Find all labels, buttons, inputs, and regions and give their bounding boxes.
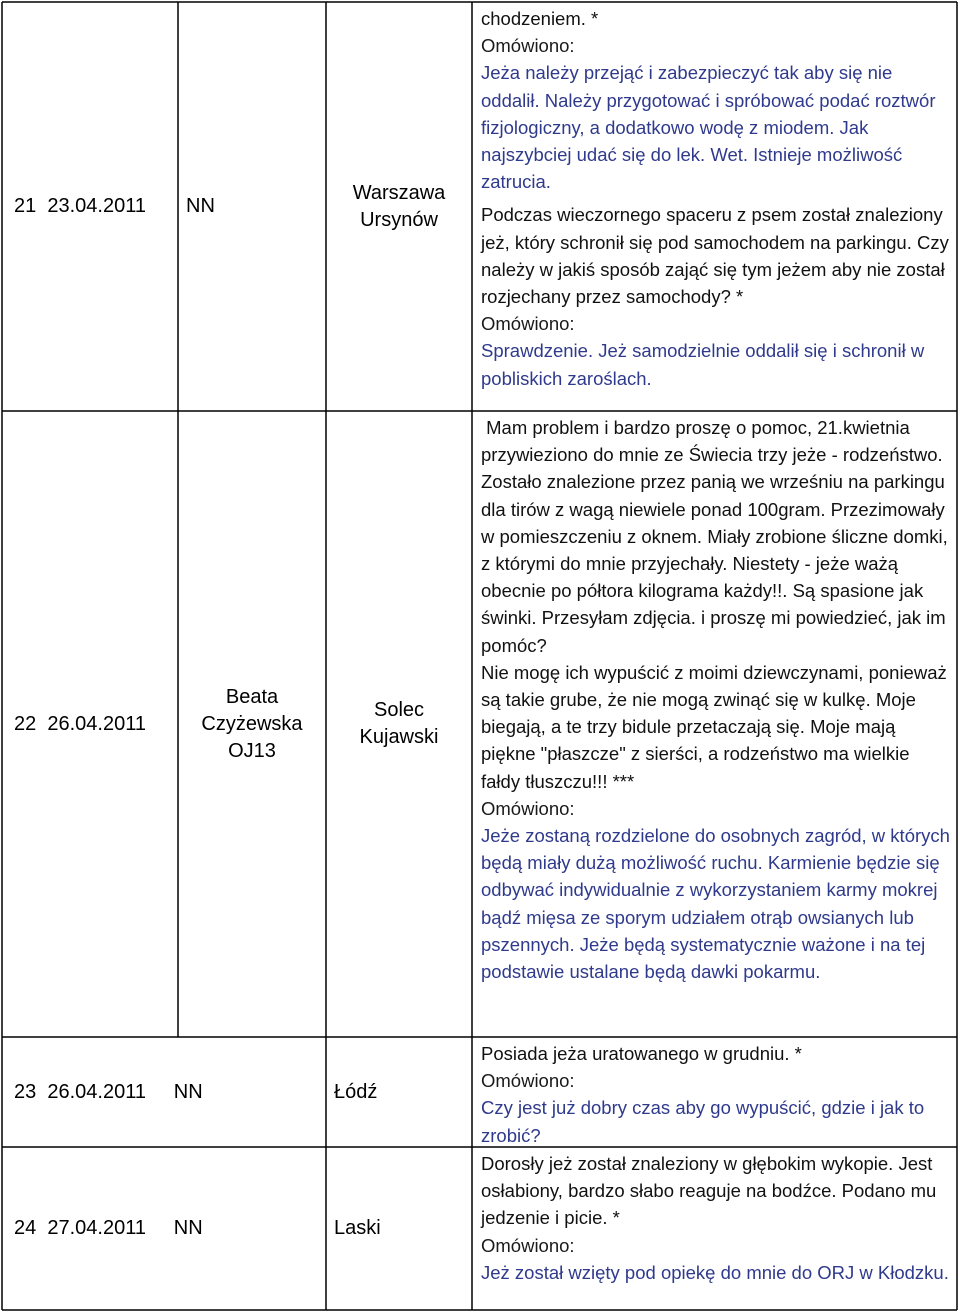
row-date: 27.04.2011 [47,1217,146,1239]
discussed-label: Omówiono: [481,1234,575,1256]
row-date: 23.04.2011 [47,195,146,217]
answer-text: Czy jest już dobry czas aby go wypuścić, gdzie i jak to zrobić? [481,1097,925,1146]
name-line: OJ13 [228,739,276,762]
row-name: NN [186,195,215,217]
query-text: Mam problem i bardzo proszę o pomoc, 21.kwietnia przywieziono do mnie ze Świecia trzy jeże - rodzeństwo. Zostało znalezione przez panią we wrześniu na parkingu dla tirów z wagą niewiele ponad 100gram. Przezimowały w pomieszczeniu z oknem. Miały zrobione śliczne domki, z którymi do mnie przyjechały. Niestety - jeże ważą obecnie po półtora kilograma każdy!!. Są spasione jak świnki. Przesyłam zdjęcia. i proszę mi powiedzieć, jak im pomóc? [481,417,953,656]
discussed-label: Omówiono: [481,1070,575,1092]
row-number: 21 [14,195,37,217]
row-22-name [178,411,326,1037]
row-21-content [481,5,951,392]
query-text: Dorosły jeż został znaleziony w głębokim wykopie. Jest osłabiony, bardzo słabo reaguje na bodźce. Podano mu jedzenie i picie. * [481,1153,937,1229]
row-22-content [481,414,951,985]
answer-text: Jeża należy przejąć i zabezpieczyć tak aby się nie oddalił. Należy przygotować i spróbować podać roztwór fizjologiczny, a dodatkowo wodę z miodem. Jak najszybciej udać się do lek. Wet. Istnieje możliwość zatrucia. [481,62,936,193]
row-name: NN [173,1080,203,1103]
place-line: Solec [373,699,425,721]
discussed-label: Omówiono: [481,797,575,819]
row-date: 26.04.2011 [47,1080,146,1103]
row-24-content [481,1150,951,1286]
query-text: Nie mogę ich wypuścić z moimi dziewczynami, ponieważ są takie grube, że nie mogą zwinąć się w kulkę. Moje biegają, a te trzy bidule przetaczają się. Moje mają piękne "płaszcze" z sierści, a rodzeństwo ma wielkie fałdy tłuszczu!!! *** [481,661,947,792]
row-24-meta [14,1147,326,1310]
row-22-no-date [14,411,178,1037]
answer-text: Jeże zostaną rozdzielone do osobnych zagród, w których będą miały dużą możliwość ruchu. Karmienie będzie się odbywać indywidualnie z wykorzystaniem karmy mokrej bądź mięsa ze sporym udziałem otrąb owsianych lub pszennych. Jeże będą systematycznie ważone i na tej podstawie ustalane będą dawki pokarmu. [481,825,950,983]
place-line: Warszawa [352,181,446,204]
row-place: Laski [334,1217,381,1239]
query-text: Posiada jeża uratowanego w grudniu. * [481,1043,802,1064]
place-line: Kujawski [359,726,439,748]
row-name: NN [173,1217,203,1239]
answer-text: Jeż został wzięty pod opiekę do mnie do ORJ w Kłodzku. [481,1261,949,1283]
answer-text: Sprawdzenie. Jeż samodzielnie oddalił się i schronił w pobliskich zaroślach. [481,340,925,389]
row-number: 23 [14,1080,37,1103]
row-number: 24 [14,1217,37,1239]
place-line: Ursynów [360,208,438,231]
row-22-place [326,411,472,1037]
row-24-place [334,1147,472,1310]
row-23-place [334,1037,472,1147]
row-23-content [481,1040,951,1149]
row-23-meta [14,1037,326,1147]
row-number: 22 [14,712,37,735]
query-text: chodzeniem. * [481,8,599,29]
query-text: Podczas wieczornego spaceru z psem został znaleziony jeż, który schronił się pod samochodem na parkingu. Czy należy w jakiś sposób zająć się tym jeżem aby nie został rozjechany przez samochody? * [481,204,949,308]
row-21-place [326,2,472,411]
row-21-name [186,2,326,411]
row-date: 26.04.2011 [47,712,146,735]
name-line: Beata [225,685,279,708]
row-21-no-date [14,2,178,411]
name-line: Czyżewska [201,712,303,735]
row-place: Łódź [334,1080,378,1103]
discussed-label: Omówiono: [481,313,575,335]
discussed-label: Omówiono: [481,35,575,57]
